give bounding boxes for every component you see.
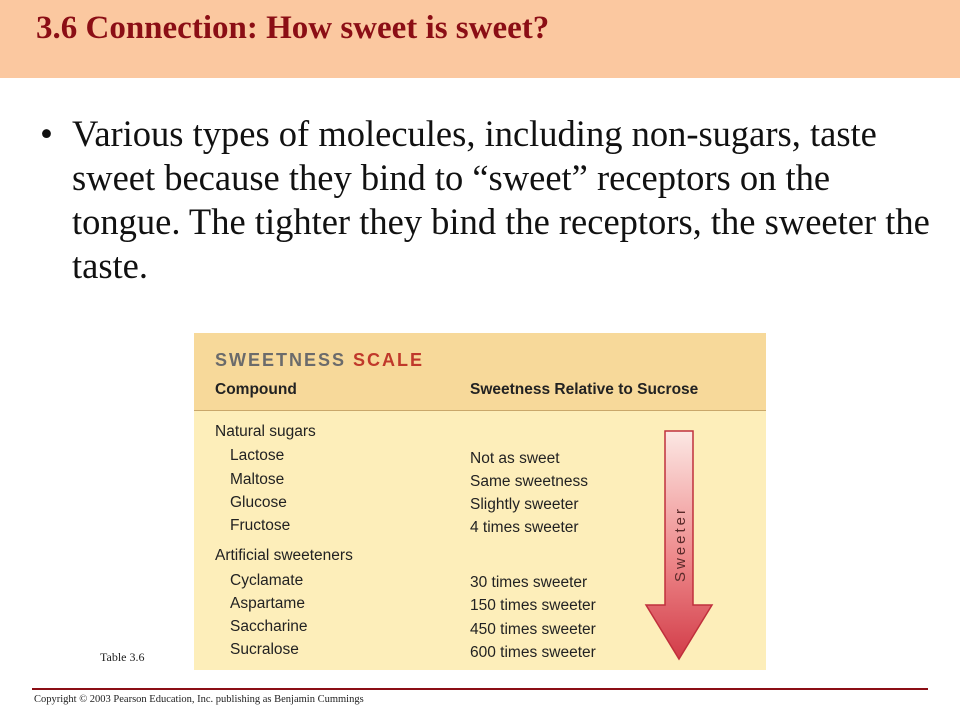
- sweeter-arrow-icon: [644, 429, 714, 661]
- group-artificial-sweeteners: Artificial sweeteners: [215, 547, 353, 564]
- sweetness-cell: 4 times sweeter: [470, 519, 579, 536]
- table-title-part2: SCALE: [353, 350, 425, 370]
- arrow-label: Sweeter: [672, 505, 689, 583]
- sweetness-cell: Same sweetness: [470, 473, 589, 490]
- bullet-marker: •: [40, 114, 53, 155]
- group-natural-sugars: Natural sugars: [215, 423, 316, 440]
- sweetness-cell: 30 times sweeter: [470, 574, 588, 591]
- header-divider: [194, 410, 766, 411]
- sweetness-cell: 450 times sweeter: [470, 621, 596, 638]
- sweetness-cell: 600 times sweeter: [470, 644, 596, 661]
- title-bar: [0, 0, 960, 78]
- compound-cell: Glucose: [230, 494, 287, 511]
- copyright-footer: Copyright © 2003 Pearson Education, Inc. publishing as Benjamin Cummings: [34, 694, 364, 705]
- compound-cell: Saccharine: [230, 618, 308, 635]
- sweetness-table: [194, 333, 766, 670]
- sweetness-cell: Slightly sweeter: [470, 496, 579, 513]
- sweetness-cell: Not as sweet: [470, 450, 560, 467]
- compound-cell: Aspartame: [230, 595, 305, 612]
- compound-cell: Fructose: [230, 517, 291, 534]
- compound-cell: Lactose: [230, 447, 285, 464]
- bullet-text: Various types of molecules, including non-sugars, taste sweet because they bind to “sweet” receptors on the tongue. The tighter they bind the receptors, the sweeter the taste.: [72, 113, 930, 286]
- compound-cell: Sucralose: [230, 641, 299, 658]
- table-title-part1: SWEETNESS: [215, 350, 347, 370]
- footer-divider: [32, 688, 928, 690]
- slide-title: 3.6 Connection: How sweet is sweet?: [36, 10, 550, 46]
- compound-cell: Maltose: [230, 471, 285, 488]
- column-header-compound: Compound: [215, 381, 297, 398]
- sweetness-cell: 150 times sweeter: [470, 597, 596, 614]
- table-label: Table 3.6: [100, 650, 145, 664]
- table-title: [215, 350, 424, 371]
- column-header-sweetness: Sweetness Relative to Sucrose: [470, 381, 699, 398]
- compound-cell: Cyclamate: [230, 572, 304, 589]
- table-header: [194, 333, 766, 410]
